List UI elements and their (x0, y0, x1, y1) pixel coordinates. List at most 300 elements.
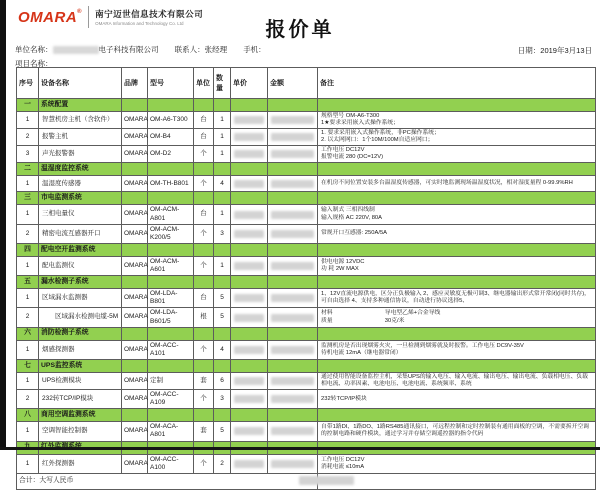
section-cell (318, 192, 596, 205)
remark-line: 消耗电流 ≤10mA (321, 463, 365, 470)
remark-line: 报警电流 280 (DC=12V) (321, 154, 384, 161)
section-cell (318, 327, 596, 340)
section-cell (122, 327, 148, 340)
item-unit: 套 (194, 422, 214, 441)
section-cell (214, 276, 231, 289)
section-cell (122, 359, 148, 372)
section-row (17, 327, 596, 340)
total-label-cell (17, 473, 318, 489)
section-cell (122, 163, 148, 176)
section-cell (231, 276, 268, 289)
item-no: 1 (17, 205, 39, 224)
item-model: OM-ACM-K200/5 (148, 224, 194, 243)
remark-line: 监测机房是否出现烟雾火灾，一旦检测到烟雾就及时报警。工作电压 DC9V-35V (321, 342, 524, 349)
item-no: 1 (17, 256, 39, 275)
item-model: OM-ACC-A109 (148, 390, 194, 409)
redacted-company-name (53, 46, 99, 54)
section-cell (268, 243, 318, 256)
total-row (17, 473, 596, 489)
item-qty: 1 (214, 205, 231, 224)
section-cell (214, 359, 231, 372)
item-unit: 个 (194, 256, 214, 275)
item-name: 红外探测器 (39, 454, 122, 473)
item-qty: 5 (214, 289, 231, 308)
item-remark (318, 340, 596, 359)
item-amount (268, 146, 318, 163)
item-remark (318, 372, 596, 389)
section-cell (194, 99, 214, 112)
item-model: OM-B4 (148, 129, 194, 146)
section-cell (194, 359, 214, 372)
redacted-amount (271, 427, 314, 435)
item-remark (318, 422, 596, 441)
customer-info-line (15, 44, 266, 55)
section-cell (231, 192, 268, 205)
redacted-unit-price (234, 346, 264, 354)
item-amount (268, 129, 318, 146)
item-unit-price (231, 112, 268, 129)
redacted-amount (271, 377, 314, 385)
section-cell (268, 276, 318, 289)
item-qty: 2 (214, 454, 231, 473)
item-no: 2 (17, 129, 39, 146)
section-cell (318, 99, 596, 112)
remark-line: 232转TCP/IP模块 (321, 395, 367, 402)
item-unit-price (231, 390, 268, 409)
item-amount (268, 112, 318, 129)
project-name-label: 项目名称： (15, 59, 53, 68)
remark-line: 输入制式 三相四线制 (321, 207, 375, 214)
quotation-table (16, 67, 596, 490)
item-brand: OMARA (122, 176, 148, 192)
item-unit: 台 (194, 205, 214, 224)
item-qty: 1 (214, 129, 231, 146)
item-name: UPS检测模块 (39, 372, 122, 389)
section-cell (268, 99, 318, 112)
section-cell (231, 327, 268, 340)
section-row (17, 163, 596, 176)
item-unit-price (231, 224, 268, 243)
item-row (17, 112, 596, 129)
item-row (17, 146, 596, 163)
item-remark (318, 176, 596, 192)
item-brand: OMARA (122, 308, 148, 327)
item-amount (268, 454, 318, 473)
item-row (17, 422, 596, 441)
item-name: 配电监测仪 (39, 256, 122, 275)
item-unit: 台 (194, 129, 214, 146)
item-unit-price (231, 422, 268, 441)
item-remark (318, 308, 596, 327)
remark-line: 功 耗 2W MAX (321, 266, 359, 272)
item-qty: 1 (214, 112, 231, 129)
item-qty: 5 (214, 308, 231, 327)
section-cell (231, 163, 268, 176)
redacted-amount (271, 314, 314, 322)
item-remark (318, 256, 596, 275)
page-title: 报价单 (265, 19, 335, 41)
section-cell (214, 327, 231, 340)
item-row (17, 256, 596, 275)
item-brand: OMARA (122, 422, 148, 441)
total-label: 合计：大写人民币 (19, 477, 74, 484)
section-title: 商用空调监测系统 (39, 409, 122, 422)
item-model: OM-ACM-A801 (148, 205, 194, 224)
item-amount (268, 205, 318, 224)
column-header: 数量 (214, 68, 231, 99)
item-no: 2 (17, 224, 39, 243)
item-model: OM-LDA-B601/5 (148, 308, 194, 327)
column-header: 金额 (268, 68, 318, 99)
remark-line: 常规开口互感器: 250A/5A (321, 230, 388, 237)
remark-line: 待机电流 12mA（继电器常闭） (321, 349, 402, 356)
item-model: OM-ACM-A601 (148, 256, 194, 275)
item-remark (318, 390, 596, 409)
section-cell (231, 99, 268, 112)
remark-line: 规格型号 OM-A6-T300 (321, 113, 380, 119)
item-unit-price (231, 340, 268, 359)
item-qty: 5 (214, 422, 231, 441)
item-no: 2 (17, 390, 39, 409)
item-unit-price (231, 308, 268, 327)
section-cell (268, 359, 318, 372)
section-cell (122, 276, 148, 289)
item-name: 声光报警器 (39, 146, 122, 163)
redacted-amount (271, 211, 314, 219)
section-index: 八 (17, 409, 39, 422)
item-unit-price (231, 256, 268, 275)
section-cell (214, 99, 231, 112)
redacted-unit-price (234, 116, 264, 124)
item-amount (268, 176, 318, 192)
redacted-unit-price (234, 230, 264, 238)
section-index: 七 (17, 359, 39, 372)
section-cell (148, 99, 194, 112)
item-amount (268, 390, 318, 409)
item-qty: 3 (214, 224, 231, 243)
item-model: OM-ACC-A101 (148, 340, 194, 359)
redacted-unit-price (234, 294, 264, 302)
section-index: 五 (17, 276, 39, 289)
item-qty: 6 (214, 372, 231, 389)
redacted-unit-price (234, 180, 264, 188)
section-cell (194, 243, 214, 256)
item-unit-price (231, 129, 268, 146)
item-name: 232转TCP/IP模块 (39, 390, 122, 409)
section-index: 三 (17, 192, 39, 205)
section-title: 温湿度监控系统 (39, 163, 122, 176)
contact-person: 联系人：张经理 (174, 45, 228, 54)
section-cell (194, 327, 214, 340)
item-row (17, 224, 596, 243)
item-no: 1 (17, 176, 39, 192)
omara-logo: OMARA® (18, 8, 83, 26)
item-brand: OMARA (122, 390, 148, 409)
item-row (17, 372, 596, 389)
item-unit: 台 (194, 112, 214, 129)
redacted-unit-price (234, 427, 264, 435)
item-amount (268, 256, 318, 275)
column-header: 型号 (148, 68, 194, 99)
item-name: 空调智能控制器 (39, 422, 122, 441)
remark-line: 1★要求采用嵌入式操作系统； (321, 120, 399, 127)
section-title: UPS监控系统 (39, 359, 122, 372)
column-header: 备注 (318, 68, 596, 99)
item-no: 2 (17, 308, 39, 327)
section-row (17, 99, 596, 112)
item-name: 精密电流互感器开口 (39, 224, 122, 243)
item-qty: 1 (214, 256, 231, 275)
item-remark (318, 224, 596, 243)
item-unit: 台 (194, 289, 214, 308)
section-row (17, 192, 596, 205)
section-cell (214, 163, 231, 176)
item-no: 1 (17, 112, 39, 129)
item-no: 1 (17, 372, 39, 389)
section-row (17, 243, 596, 256)
section-cell (122, 192, 148, 205)
item-amount (268, 289, 318, 308)
item-qty: 4 (214, 176, 231, 192)
item-row (17, 308, 596, 327)
section-title: 配电空开监测系统 (39, 243, 122, 256)
section-cell (231, 409, 268, 422)
item-unit: 个 (194, 176, 214, 192)
item-remark (318, 112, 596, 129)
section-cell (148, 243, 194, 256)
section-cell (148, 409, 194, 422)
item-unit-price (231, 146, 268, 163)
item-remark (318, 146, 596, 163)
item-brand: OMARA (122, 129, 148, 146)
redacted-unit-price (234, 314, 264, 322)
section-cell (318, 409, 596, 422)
section-row (17, 409, 596, 422)
redacted-amount (271, 230, 314, 238)
item-unit-price (231, 289, 268, 308)
section-cell (122, 409, 148, 422)
item-amount (268, 372, 318, 389)
table-header-row (17, 68, 596, 99)
item-row (17, 289, 596, 308)
redacted-unit-price (234, 395, 264, 403)
item-no: 1 (17, 340, 39, 359)
item-unit: 个 (194, 454, 214, 473)
item-qty: 1 (214, 146, 231, 163)
registered-mark-icon: ® (77, 8, 83, 15)
section-cell (231, 243, 268, 256)
section-cell (214, 409, 231, 422)
item-name: 区域漏水检测电缆-5M (39, 308, 122, 327)
section-cell (318, 276, 596, 289)
section-cell (231, 359, 268, 372)
item-unit: 套 (194, 372, 214, 389)
redacted-unit-price (234, 133, 264, 141)
item-brand: OMARA (122, 224, 148, 243)
redacted-amount (271, 294, 314, 302)
item-unit: 根 (194, 308, 214, 327)
redacted-amount (271, 133, 314, 141)
item-no: 1 (17, 454, 39, 473)
item-brand: OMARA (122, 205, 148, 224)
section-title: 系统配置 (39, 99, 122, 112)
remark-line: 质量 30克/米 (321, 317, 405, 324)
item-row (17, 390, 596, 409)
item-brand: OMARA (122, 146, 148, 163)
item-unit: 个 (194, 340, 214, 359)
remark-line: 在机房不同位置安装多台温湿度传感器，可实时地监测现场温湿度状况，相对湿度量程 0-99.9%RH (321, 180, 573, 187)
remark-line: 工作电压 DC12V (321, 147, 365, 154)
redacted-amount (271, 116, 314, 124)
column-header: 品牌 (122, 68, 148, 99)
redacted-unit-price (234, 377, 264, 385)
section-cell (122, 243, 148, 256)
item-unit-price (231, 176, 268, 192)
item-model: OM-LDA-B801 (148, 289, 194, 308)
column-header: 序号 (17, 68, 39, 99)
section-cell (194, 409, 214, 422)
remark-line: 自带1路DI、1路DO、1路RS485通讯接口，可远程控制和定时控制装有通用面板的空调，不需要拆开空调的控制电路和硬件模块，通过学习并存储空调遥控器的指令代码 (321, 424, 589, 438)
remark-line: 输入规格 AC 220V, 80A (321, 214, 383, 221)
item-row (17, 454, 596, 473)
section-cell (148, 359, 194, 372)
section-row (17, 276, 596, 289)
section-cell (268, 409, 318, 422)
item-model: 定制 (148, 372, 194, 389)
item-unit-price (231, 205, 268, 224)
item-unit: 个 (194, 146, 214, 163)
item-name: 智慧机房主机（含软件） (39, 112, 122, 129)
quote-date: 日期：2019年3月13日 (517, 46, 592, 55)
section-title: 市电监测系统 (39, 192, 122, 205)
item-no: 1 (17, 422, 39, 441)
item-brand: OMARA (122, 372, 148, 389)
redacted-unit-price (234, 150, 264, 158)
section-cell (148, 276, 194, 289)
unit-name-value: 电子科技有限公司 (98, 45, 159, 54)
item-amount (268, 340, 318, 359)
item-name: 三相电量仪 (39, 205, 122, 224)
remark-line: 供电电源 12VDC (321, 258, 365, 265)
remark-line: 工作电压 DC12V (321, 456, 365, 463)
column-header: 单价 (231, 68, 268, 99)
item-amount (268, 422, 318, 441)
remark-line: 1. 要求采用嵌入式操作系统，非PC操作系统； (321, 130, 440, 137)
column-header: 设备名称 (39, 68, 122, 99)
section-cell (148, 163, 194, 176)
section-cell (194, 163, 214, 176)
section-cell (148, 192, 194, 205)
item-brand: OMARA (122, 289, 148, 308)
item-remark (318, 205, 596, 224)
item-name: 温湿度传感器 (39, 176, 122, 192)
section-cell (318, 243, 596, 256)
remark-line: 通过使用智能设备监控主机，采集UPS的输入电压、输入电流、输出电压、输出电流、负载相电压、负载相电流、功率因素、电池电压、电池电流、系统频率、系统 (321, 373, 588, 387)
photo-edge-bottom (0, 447, 600, 450)
redacted-amount (271, 346, 314, 354)
item-no: 3 (17, 146, 39, 163)
item-remark (318, 289, 596, 308)
section-cell (318, 163, 596, 176)
section-title: 消防检测子系统 (39, 327, 122, 340)
company-name-cn: 南宁迈世信息技术有限公司 (95, 8, 204, 19)
item-qty: 4 (214, 340, 231, 359)
item-model: OM-A6-T300 (148, 112, 194, 129)
total-remark-cell (318, 473, 596, 489)
item-no: 1 (17, 289, 39, 308)
item-row (17, 205, 596, 224)
redacted-unit-price (234, 211, 264, 219)
section-cell (268, 163, 318, 176)
item-brand: OMARA (122, 112, 148, 129)
company-name-en: OMARA Information and Technology Co. Ltd (95, 21, 184, 27)
redacted-unit-price (234, 460, 264, 468)
redacted-amount (271, 150, 314, 158)
item-unit: 个 (194, 224, 214, 243)
item-brand: OMARA (122, 256, 148, 275)
section-cell (214, 192, 231, 205)
item-model: OM-TH-B801 (148, 176, 194, 192)
section-title: 漏水检测子系统 (39, 276, 122, 289)
item-model: OM-D2 (148, 146, 194, 163)
redacted-unit-price (234, 262, 264, 270)
section-index: 六 (17, 327, 39, 340)
section-cell (194, 192, 214, 205)
redacted-amount (271, 460, 314, 468)
item-remark (318, 129, 596, 146)
section-index: 四 (17, 243, 39, 256)
item-row (17, 176, 596, 192)
item-model: OM-ACC-A100 (148, 454, 194, 473)
column-header: 单位 (194, 68, 214, 99)
item-unit-price (231, 454, 268, 473)
item-brand: OMARA (122, 340, 148, 359)
item-name: 报警主机 (39, 129, 122, 146)
item-row (17, 129, 596, 146)
section-index: 二 (17, 163, 39, 176)
unit-name-label: 单位名称： (15, 45, 53, 54)
section-cell (194, 276, 214, 289)
item-remark (318, 454, 596, 473)
section-row (17, 359, 596, 372)
photo-edge-left (0, 0, 6, 450)
item-unit: 个 (194, 390, 214, 409)
item-unit-price (231, 372, 268, 389)
item-qty: 3 (214, 390, 231, 409)
item-brand: OMARA (122, 454, 148, 473)
remark-line: 1、12V直流电源供电，区分正负极输入 2、感应灵敏度无极可调3、继电器输出形式常开常闭(同时共存)，可自由选择 4、支持多种通信协议，自动进行协议选择5、 (321, 291, 590, 305)
item-name: 区域漏水监测器 (39, 289, 122, 308)
section-cell (122, 99, 148, 112)
remark-line: 2. 以太网网口：1个10M/100M自适应网口； (321, 137, 434, 144)
section-cell (268, 192, 318, 205)
item-amount (268, 308, 318, 327)
item-row (17, 340, 596, 359)
section-cell (318, 359, 596, 372)
item-amount (268, 224, 318, 243)
redacted-amount (271, 395, 314, 403)
phone-label: 手机： (243, 45, 266, 54)
redacted-amount (271, 262, 314, 270)
item-model: OM-ACA-A801 (148, 422, 194, 441)
item-name: 烟感探测器 (39, 340, 122, 359)
section-cell (268, 327, 318, 340)
remark-line: 材料 导电型乙烯+合金导线 (321, 310, 441, 317)
section-index: 一 (17, 99, 39, 112)
section-cell (148, 327, 194, 340)
redacted-amount (271, 180, 314, 188)
section-cell (214, 243, 231, 256)
